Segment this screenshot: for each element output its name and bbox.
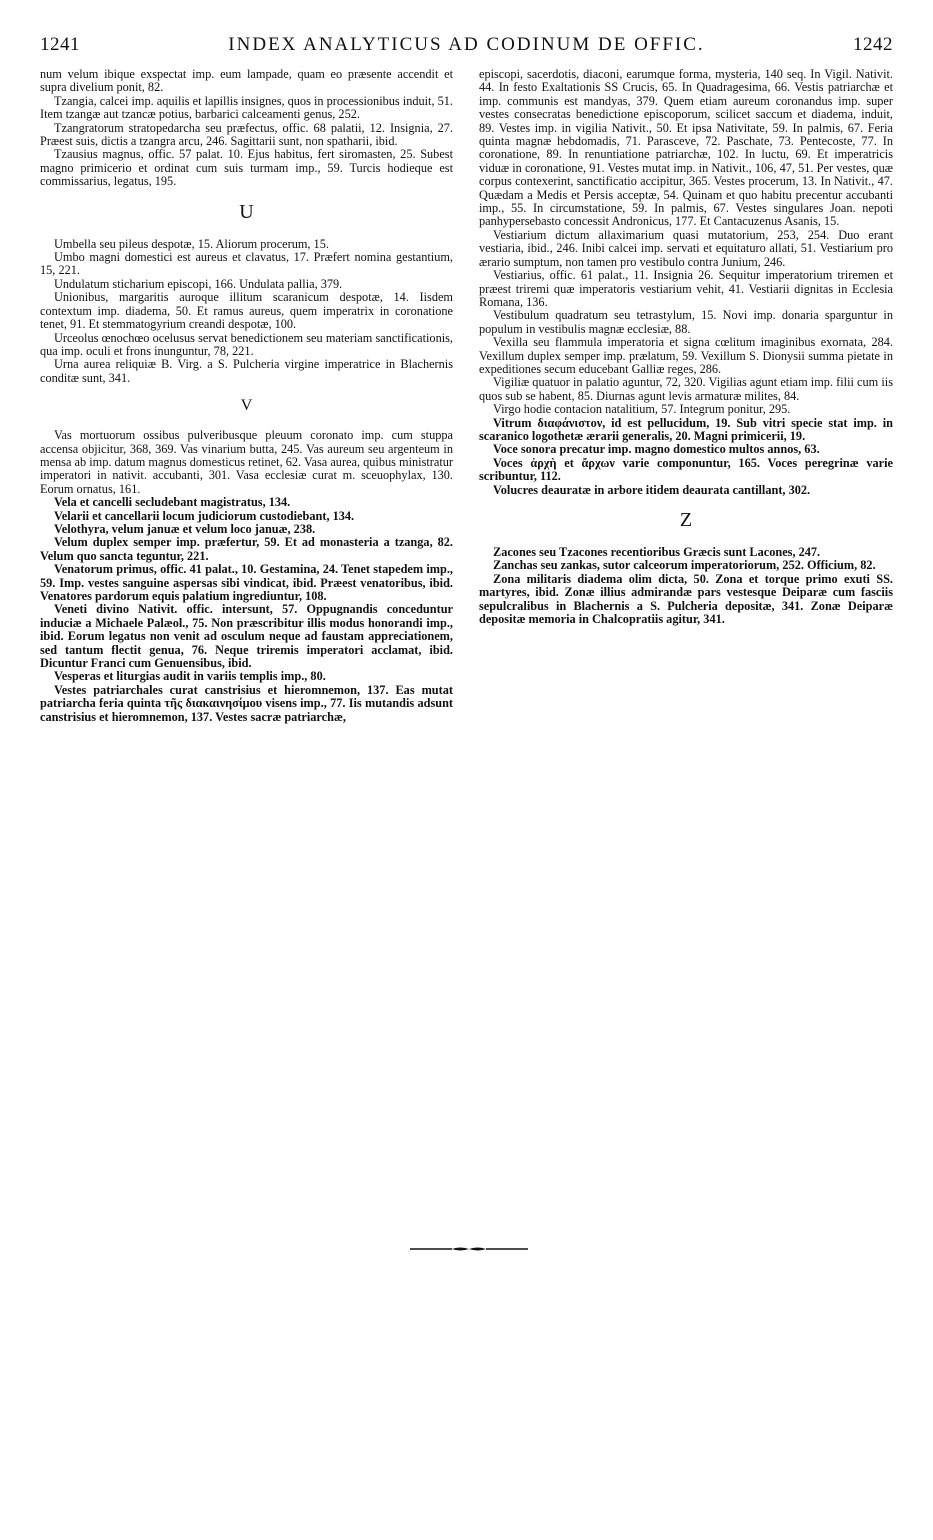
- section-heading-u: U: [239, 200, 254, 223]
- right-page-number: 1242: [852, 34, 893, 55]
- section-heading-v: V: [240, 397, 253, 415]
- index-entry: Unionibus, margaritis auroque illitum scaranicum despotæ, 14. Iisdem contextum imp. diadema, 50. Et ramus aureus, quem imperatrix in coronatione tenet, 91. Et stemmatogyrium creandi despotæ, 100.: [40, 290, 453, 332]
- index-entry: Vestibulum quadratum seu tetrastylum, 15. Novi imp. donaria sparguntur in populum in vestibulis magnæ ecclesiæ, 88.: [479, 308, 893, 336]
- index-entry: Umbo magni domestici est aureus et clavatus, 17. Præfert nomina gestantium, 15, 221.: [40, 250, 453, 278]
- index-entry: Zacones seu Tzacones recentioribus Græcis sunt Lacones, 247.: [493, 545, 821, 559]
- index-entry: Vigiliæ quatuor in palatio aguntur, 72, 320. Vigilias agunt etiam imp. filii cum iis quos sub se habent, 85. Diurnas agunt levis armaturæ milites, 84.: [479, 375, 893, 403]
- index-entry: Urna aurea reliquiæ B. Virg. a S. Pulcheria virgine imperatrice in Blachernis conditæ sunt, 341.: [40, 357, 453, 385]
- left-page-number: 1241: [40, 34, 80, 55]
- index-entry: episcopi, sacerdotis, diaconi, earumque forma, mysteria, 140 seq. In Vigil. Nativit. 44. In festo Exaltationis SS Crucis, 65. In Quadragesima, 66. Vestis patriarchæ et imp. communis est mandyas, 379. Quem etiam aureum coronandus imp. super vestes consecratas benedictione episcoporum, scilicet saccum et diadema, induit, 89. Vestes imp. in vigilia Nativit., 50. Et ipsa Nativitate, 59. In palmis, 67. Feria quinta magnæ hebdomadis, 71. Parasceve, 72. Paschate, 73. Pentecoste, 77. In coronatione, 89. In renuntiatione patriarchæ, 102. In luctu, 69. Et imperatricis viduæ in coronatione, 91. Vestes mutat imp. in Nativit., 106, 47, 51. Per vestes, quæ corpus contexerint, sanctificatio accipitur, 365. Vestes procerum, 13. In Nativit., 47. Quædam a Medis et Persis acceptæ, 54. Quinam et quo habitu precentur accubanti imp., 55. In circumstatione, 59. In palmis, 67. Vestes singulares Joan. nepoti panhypersebasto concessit Andronicus, 177. Et Cantacuzenus Asanis, 15.: [479, 67, 893, 229]
- index-entry: Vela et cancelli secludebant magistratus, 134.: [54, 495, 291, 510]
- index-entry: Vestiarium dictum allaximarium quasi mutatorium, 253, 254. Duo erant vestiaria, ibid., 246. Inibi calcei imp. servati et equitaturo allati, 51. Vestiarium pro ærario sumptum, non tamen pro vestibulo contra Junium, 246.: [479, 227, 893, 269]
- index-entry: Vitrum διαφάνιστον, id est pellucidum, 19. Sub vitri specie stat imp. in scaranico logothetæ ærarii generalis, 20. Magni primicerii, 19.: [479, 415, 893, 443]
- right-column: [479, 68, 893, 626]
- index-entry: Venatorum primus, offic. 41 palat., 10. Gestamina, 24. Tenet stapedem imp., 59. Imp. vestes sanguine aspersas sibi vindicat, ibid. Præest venatoribus, ibid. Venatores pardorum equis palatium ingrediuntur, 108.: [40, 562, 453, 603]
- index-entry: Velum duplex semper imp. præfertur, 59. Et ad monasteria a tzanga, 82. Velum quo sancta teguntur, 221.: [40, 535, 453, 563]
- index-entry: Umbella seu pileus despotæ, 15. Aliorum procerum, 15.: [54, 236, 329, 251]
- index-entry: Volucres deauratæ in arbore itidem deaurata cantillant, 302.: [493, 482, 811, 497]
- index-entry: Veneti divino Nativit. offic. intersunt, 57. Oppugnandis conceduntur induciæ a Michaele Palæol., 75. Non præscribitur illis modus honorandi imp., ibid. Eorum legatus non venit ad osculum neque ad faustam appreciationem, sed tantum flectit genua, 76. Neque triremis imperatori acclamat, ibid. Dicuntur Franci cum Genuensibus, ibid.: [40, 602, 453, 671]
- index-entry: Virgo hodie contacion natalitium, 57. Integrum ponitur, 295.: [493, 402, 791, 417]
- index-entry: Vas mortuorum ossibus pulveribusque pleuum coronato imp. cum stuppa accensa objicitur, 368, 369. Vas vinarium butta, 245. Vas aureum seu argenteum in mensa ab imp. datum magnus domesticus retinet, 62. Vasa aurea, quibus ministratur imperatori in nativit. accubanti, 301. Vasa ecclesiæ curat m. sceuophylax, 130. Eorum ornatus, 161.: [40, 428, 453, 496]
- index-entry: Zanchas seu zankas, sutor calceorum imperatoriorum, 252. Officium, 82.: [493, 558, 876, 573]
- index-entry: Tzausius magnus, offic. 57 palat. 10. Ejus habitus, fert siromasten, 25. Subest magno primicerio et ordinat cum suis turmam imp., 59. Turcis hodieque est commissarius, legatus, 195.: [40, 147, 453, 189]
- index-entry: Vestes patriarchales curat canstrisius et hieromnemon, 137. Eas mutat patriarcha feria quinta τῆς διακαινησίμου visens imp., 77. Iis mutandis adsunt canstrisius et hieromnemon, 137. Vestes sacræ patriarchæ,: [40, 682, 453, 724]
- index-entry: Voce sonora precatur imp. magno domestico multos annos, 63.: [493, 442, 820, 457]
- index-entry: Vesperas et liturgias audit in variis templis imp., 80.: [54, 669, 326, 684]
- index-entry: Zona militaris diadema olim dicta, 50. Zona et torque primo exuti SS. martyres, ibid. Zonæ illius admirandæ pars vestesque Deiparæ cum fasciis sepulcralibus in Blachernis a S. Pulcheria depositæ, 341. Zonæ Deiparæ depositæ memoria in Chalcopratiis agitur, 341.: [479, 571, 893, 627]
- index-entry: Urceolus œnochœo ocelusus servat benedictionem seu materiam sanctificationis, qua imp. oculi et frons inunguntur, 78, 221.: [40, 330, 453, 358]
- index-entry: Undulatum sticharium episcopi, 166. Undulata pallia, 379.: [54, 276, 343, 291]
- index-entry: Vestiarius, offic. 61 palat., 11. Insignia 26. Sequitur imperatorium triremen et præest triremi quæ imperatoris vestiarium vehit, 41. Vestiarii dignitas in Ecclesia Romana, 136.: [479, 268, 893, 309]
- index-entry: Velothyra, velum januæ et velum loco januæ, 238.: [54, 521, 316, 536]
- page-title: INDEX ANALYTICUS AD CODINUM DE OFFIC.: [228, 34, 705, 55]
- index-entry: num velum ibique exspectat imp. eum lampade, quam eo præsente accendit et supra divelium ponit, 82.: [40, 67, 453, 95]
- index-entry: Tzangia, calcei imp. aquilis et lapillis insignes, quos in processionibus induit, 51. Item tzangæ aut tzancæ potius, barbarici calceamenti genus, 252.: [40, 93, 453, 122]
- running-header: [40, 34, 893, 60]
- end-ornament: [410, 1246, 528, 1252]
- index-entry: Tzangratorum stratopedarcha seu præfectus, offic. 68 palatii, 12. Insignia, 27. Præest suis, dictis a tzangra arcu, 246. Sagittarii sunt, non spatharii, ibid.: [40, 120, 453, 149]
- index-entry: Vexilla seu flammula imperatoria et signa cœlitum imaginibus exornata, 284. Vexillum duplex semper imp. prælatum, 59. Vexillum S. Dionysii summa pietate in expeditiones secum educebant Galliæ reges, 286.: [479, 335, 893, 376]
- section-heading-z: Z: [679, 509, 693, 531]
- left-column: [40, 68, 453, 724]
- index-entry: Velarii et cancellarii locum judiciorum custodiebant, 134.: [54, 508, 355, 523]
- index-entry: Voces ἀρχὴ et ἄρχων varie componuntur, 165. Voces peregrinæ varie scribuntur, 112.: [479, 455, 893, 484]
